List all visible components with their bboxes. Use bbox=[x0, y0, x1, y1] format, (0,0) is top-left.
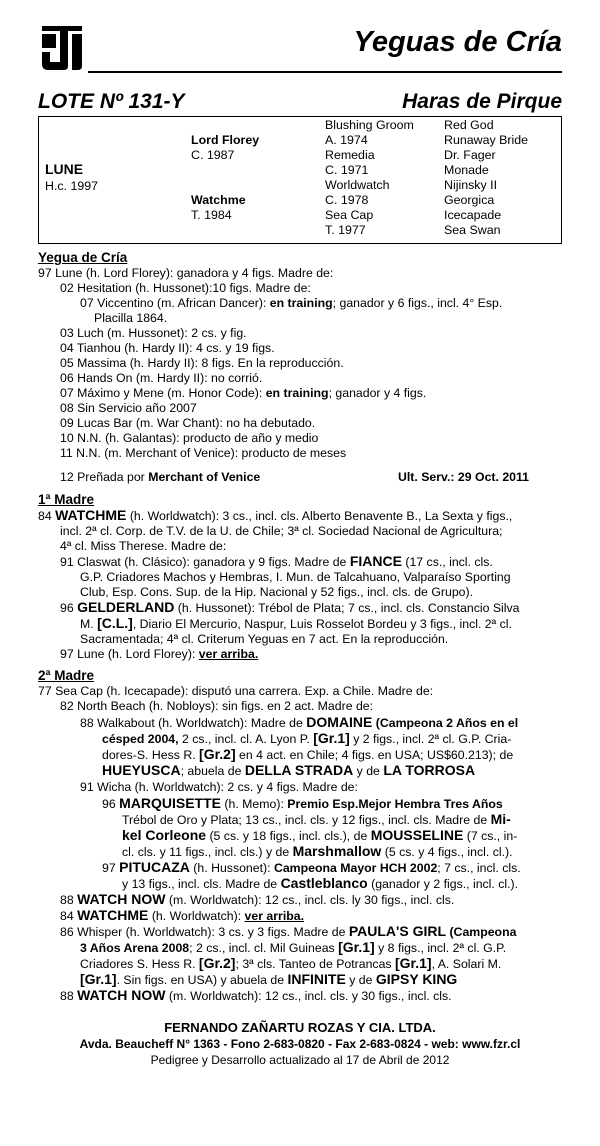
header-rule bbox=[88, 71, 562, 73]
text-line: 77 Sea Cap (h. Icecapade): disputó una carrera. Exp. a Chile. Madre de: bbox=[38, 684, 434, 698]
gg-name: Dr. Fager bbox=[444, 148, 496, 162]
horse-name: LUNE bbox=[45, 161, 84, 177]
text-line: Trébol de Oro y Plata; 13 cs., incl. cls. y 12 figs., incl. cls. Madre de Mi- bbox=[122, 811, 511, 827]
footer-address: Avda. Beaucheff N° 1363 - Fono 2-683-0820 - Fax 2-683-0824 - web: www.fzr.cl bbox=[79, 1037, 521, 1051]
text-line: 03 Luch (m. Hussonet): 2 cs. y fig. bbox=[60, 326, 247, 340]
text-line: G.P. Criadores Machos y Hembras, I. Mun. de Talcahuano, Valparaíso Sporting bbox=[80, 570, 511, 584]
text-line: 97 Lune (h. Lord Florey): ver arriba. bbox=[60, 647, 259, 661]
text-line: 88 WATCH NOW (m. Worldwatch): 12 cs., incl. cls. ly 30 figs., incl. cls. bbox=[60, 891, 455, 907]
text-line: 05 Massima (h. Hardy II): 8 figs. En la reproducción. bbox=[60, 356, 344, 370]
sd-name: Remedia bbox=[325, 148, 375, 162]
section-heading-madre2: 2ª Madre bbox=[38, 668, 95, 683]
text-line: 09 Lucas Bar (m. War Chant): no ha debutado. bbox=[60, 416, 316, 430]
text-line: 08 Sin Servicio año 2007 bbox=[60, 401, 197, 415]
dam-name: Watchme bbox=[191, 193, 246, 207]
text-line: 97 Lune (h. Lord Florey): ganadora y 4 figs. Madre de: bbox=[38, 266, 334, 280]
text-line: 84 WATCHME (h. Worldwatch): ver arriba. bbox=[60, 907, 305, 923]
text-line: 04 Tianhou (h. Hardy II): 4 cs. y 19 figs. bbox=[60, 341, 275, 355]
text-line: [Gr.1]. Sin figs. en USA) y abuela de INFINITE y de GIPSY KING bbox=[80, 971, 458, 987]
text-line: HUEYUSCA; abuela de DELLA STRADA y de LA TORROSA bbox=[102, 762, 476, 778]
text-line: 12 Preñada por Merchant of Venice bbox=[60, 470, 261, 484]
text-line: 88 Walkabout (h. Worldwatch): Madre de DOMAINE (Campeona 2 Años en el bbox=[80, 714, 519, 730]
text-line: 11 N.N. (m. Merchant of Venice): producto de meses bbox=[60, 446, 347, 460]
text-line: césped 2004, 2 cs., incl. cl. A. Lyon P. [Gr.1] y 2 figs., incl. 2ª cl. G.P. Cria- bbox=[102, 730, 512, 746]
text-line: y 13 figs., incl. cls. Madre de Castleblanco (ganador y 2 figs., incl. cl.). bbox=[122, 875, 519, 891]
pedigree-table bbox=[38, 116, 562, 244]
logo bbox=[38, 22, 86, 72]
horse-info: H.c. 1997 bbox=[45, 179, 99, 193]
gg-name: Monade bbox=[444, 163, 489, 177]
gg-name: Icecapade bbox=[444, 208, 502, 222]
sire-name: Lord Florey bbox=[191, 133, 260, 147]
footer-updated: Pedigree y Desarrollo actualizado al 17 de Abril de 2012 bbox=[150, 1053, 450, 1067]
text-line: 96 GELDERLAND (h. Hussonet): Trébol de Plata; 7 cs., incl. cls. Constancio Silva bbox=[60, 599, 520, 615]
text-line: M. [C.L.], Diario El Mercurio, Naspur, Luis Rosselot Bordeu y 3 figs., incl. 2ª cl. bbox=[80, 615, 512, 631]
text-line: 3 Años Arena 2008; 2 cs., incl. cl. Mil Guineas [Gr.1] y 8 figs., incl. 2ª cl. G.P. bbox=[80, 939, 507, 955]
text-line: Criadores S. Hess R. [Gr.2]; 3ª cls. Tanteo de Potrancas [Gr.1], A. Solari M. bbox=[80, 955, 502, 971]
text-line: 82 North Beach (h. Nobloys): sin figs. en 2 act. Madre de: bbox=[60, 699, 374, 713]
text-line: 84 WATCHME (h. Worldwatch): 3 cs., incl. cls. Alberto Benavente B., La Sexta y figs., bbox=[38, 507, 513, 523]
text-line: kel Corleone (5 cs. y 18 figs., incl. cls.), de MOUSSELINE (7 cs., in- bbox=[122, 827, 518, 843]
text-line: dores-S. Hess R. [Gr.2] en 4 act. en Chile; 4 figs. en USA; US$60.213); de bbox=[102, 746, 514, 762]
text-line: cl. cls. y 11 figs., incl. cls.) y de Marshmallow (5 cs. y 4 figs., incl. cl.). bbox=[122, 843, 513, 859]
gg-name: Red God bbox=[444, 118, 494, 132]
sire-info: C. 1987 bbox=[191, 148, 235, 162]
ds-name: Worldwatch bbox=[325, 178, 390, 192]
dd-name: Sea Cap bbox=[325, 208, 374, 222]
gg-name: Runaway Bride bbox=[444, 133, 529, 147]
text-line: 10 N.N. (h. Galantas): producto de año y medio bbox=[60, 431, 319, 445]
ds-info: C. 1978 bbox=[325, 193, 369, 207]
dam-info: T. 1984 bbox=[191, 208, 232, 222]
gg-name: Georgica bbox=[444, 193, 495, 207]
last-service: Ult. Serv.: 29 Oct. 2011 bbox=[398, 470, 530, 484]
text-line: 91 Wicha (h. Worldwatch): 2 cs. y 4 figs. Madre de: bbox=[80, 780, 358, 794]
section-heading-yegua: Yegua de Cría bbox=[38, 250, 128, 265]
text-line: 97 PITUCAZA (h. Hussonet): Campeona Mayor HCH 2002; 7 cs., incl. cls. bbox=[102, 859, 521, 875]
ss-name: Blushing Groom bbox=[325, 118, 414, 132]
sd-info: C. 1971 bbox=[325, 163, 369, 177]
text-line: 4ª cl. Miss Therese. Madre de: bbox=[60, 539, 227, 553]
text-line: 91 Claswat (h. Clásico): ganadora y 9 figs. Madre de FIANCE (17 cs., incl. cls. bbox=[60, 553, 493, 569]
ss-info: A. 1974 bbox=[325, 133, 368, 147]
gg-name: Nijinsky II bbox=[444, 178, 498, 192]
page-title: Yeguas de Cría bbox=[353, 26, 562, 58]
text-line: 96 MARQUISETTE (h. Memo): Premio Esp.Mejor Hembra Tres Años bbox=[102, 795, 503, 811]
dd-info: T. 1977 bbox=[325, 223, 366, 237]
text-line: 88 WATCH NOW (m. Worldwatch): 12 cs., incl. cls. y 30 figs., incl. cls. bbox=[60, 987, 452, 1003]
text-line: 07 Viccentino (m. African Dancer): en training; ganador y 6 figs., incl. 4° Esp. bbox=[80, 296, 503, 310]
text-line: Club, Esp. Cons. Sup. de la Hip. Nacional y 52 figs., incl. cls. de Grupo). bbox=[80, 585, 474, 599]
lot-number: LOTE Nº 131-Y bbox=[38, 90, 185, 113]
text-line: 07 Máximo y Mene (m. Honor Code): en training; ganador y 4 figs. bbox=[60, 386, 427, 400]
text-line: Sacramentada; 4ª cl. Criterum Yeguas en 7 act. En la reproducción. bbox=[80, 632, 449, 646]
haras-name: Haras de Pirque bbox=[402, 90, 562, 113]
text-line: 86 Whisper (h. Worldwatch): 3 cs. y 3 figs. Madre de PAULA'S GIRL (Campeona bbox=[60, 923, 517, 939]
text-line: incl. 2ª cl. Corp. de T.V. de la U. de Chile; 3ª cl. Sociedad Nacional de Agricultura; bbox=[60, 524, 503, 538]
section-heading-madre1: 1ª Madre bbox=[38, 492, 95, 507]
gg-name: Sea Swan bbox=[444, 223, 501, 237]
text-line: 02 Hesitation (h. Hussonet):10 figs. Madre de: bbox=[60, 281, 311, 295]
text-line: Placilla 1864. bbox=[94, 311, 168, 325]
footer-company: FERNANDO ZAÑARTU ROZAS Y CIA. LTDA. bbox=[164, 1020, 436, 1035]
text-line: 06 Hands On (m. Hardy II): no corrió. bbox=[60, 371, 263, 385]
